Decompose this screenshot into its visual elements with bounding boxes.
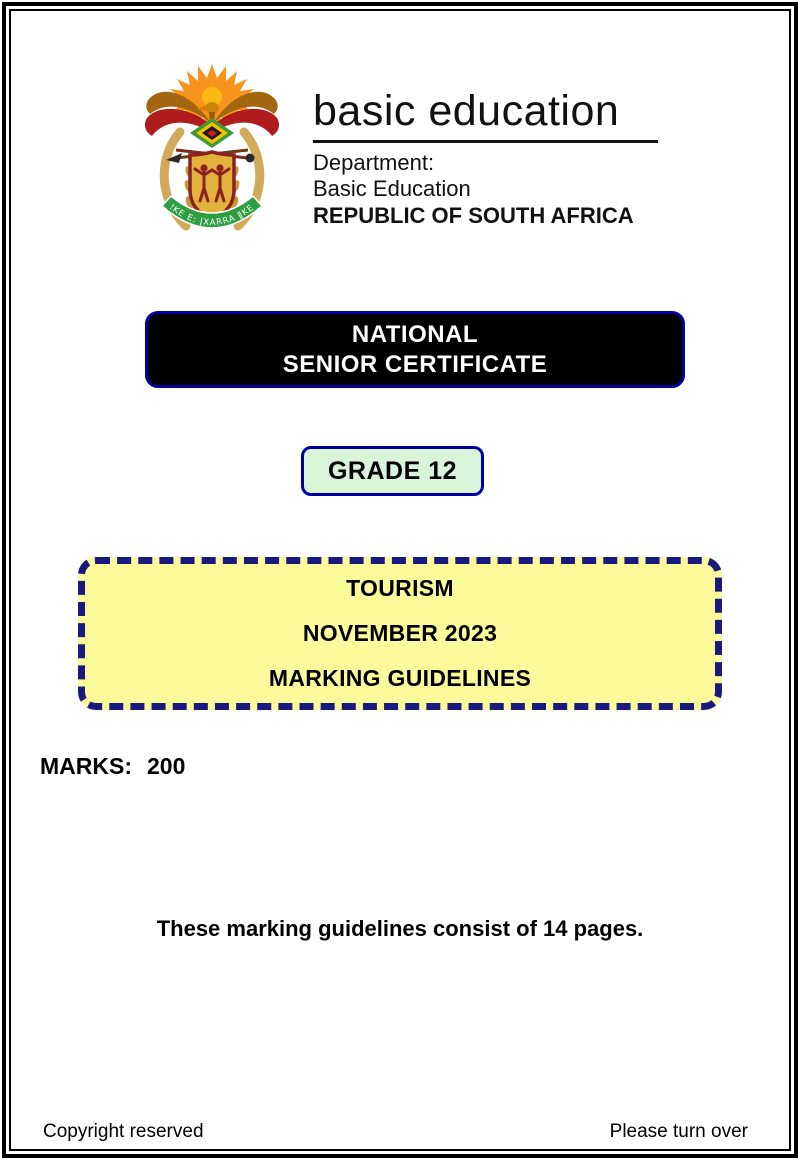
logo-country: REPUBLIC OF SOUTH AFRICA: [313, 203, 634, 229]
motto-text: ǃKE E: ǀXARRA ǁKE: [167, 202, 257, 229]
logo-department-label: Department:: [313, 150, 435, 176]
subject-name: TOURISM: [346, 575, 454, 601]
certificate-title-line1: NATIONAL: [351, 320, 479, 348]
exam-session: NOVEMBER 2023: [302, 620, 498, 646]
footer-copyright: Copyright reserved: [43, 1121, 204, 1142]
logo-department-name: Basic Education: [313, 176, 471, 202]
marks-value: 200: [147, 753, 186, 779]
certificate-title-line2: SENIOR CERTIFICATE: [282, 350, 548, 378]
document-type: MARKING GUIDELINES: [268, 665, 532, 691]
certificate-title-box: [145, 311, 685, 388]
subject-box: [78, 557, 722, 710]
footer-turn-over: Please turn over: [609, 1121, 748, 1142]
coat-of-arms-logo: [142, 56, 282, 248]
pages-note: These marking guidelines consist of 14 pages.: [156, 916, 644, 941]
marks-line: [40, 753, 185, 780]
logo-text-block: [313, 88, 713, 229]
grade-label: GRADE 12: [327, 456, 458, 485]
logo-wordmark: basic education: [313, 87, 620, 135]
logo-divider: [313, 140, 658, 143]
marks-label: MARKS:: [40, 753, 132, 779]
grade-box: [301, 446, 484, 496]
